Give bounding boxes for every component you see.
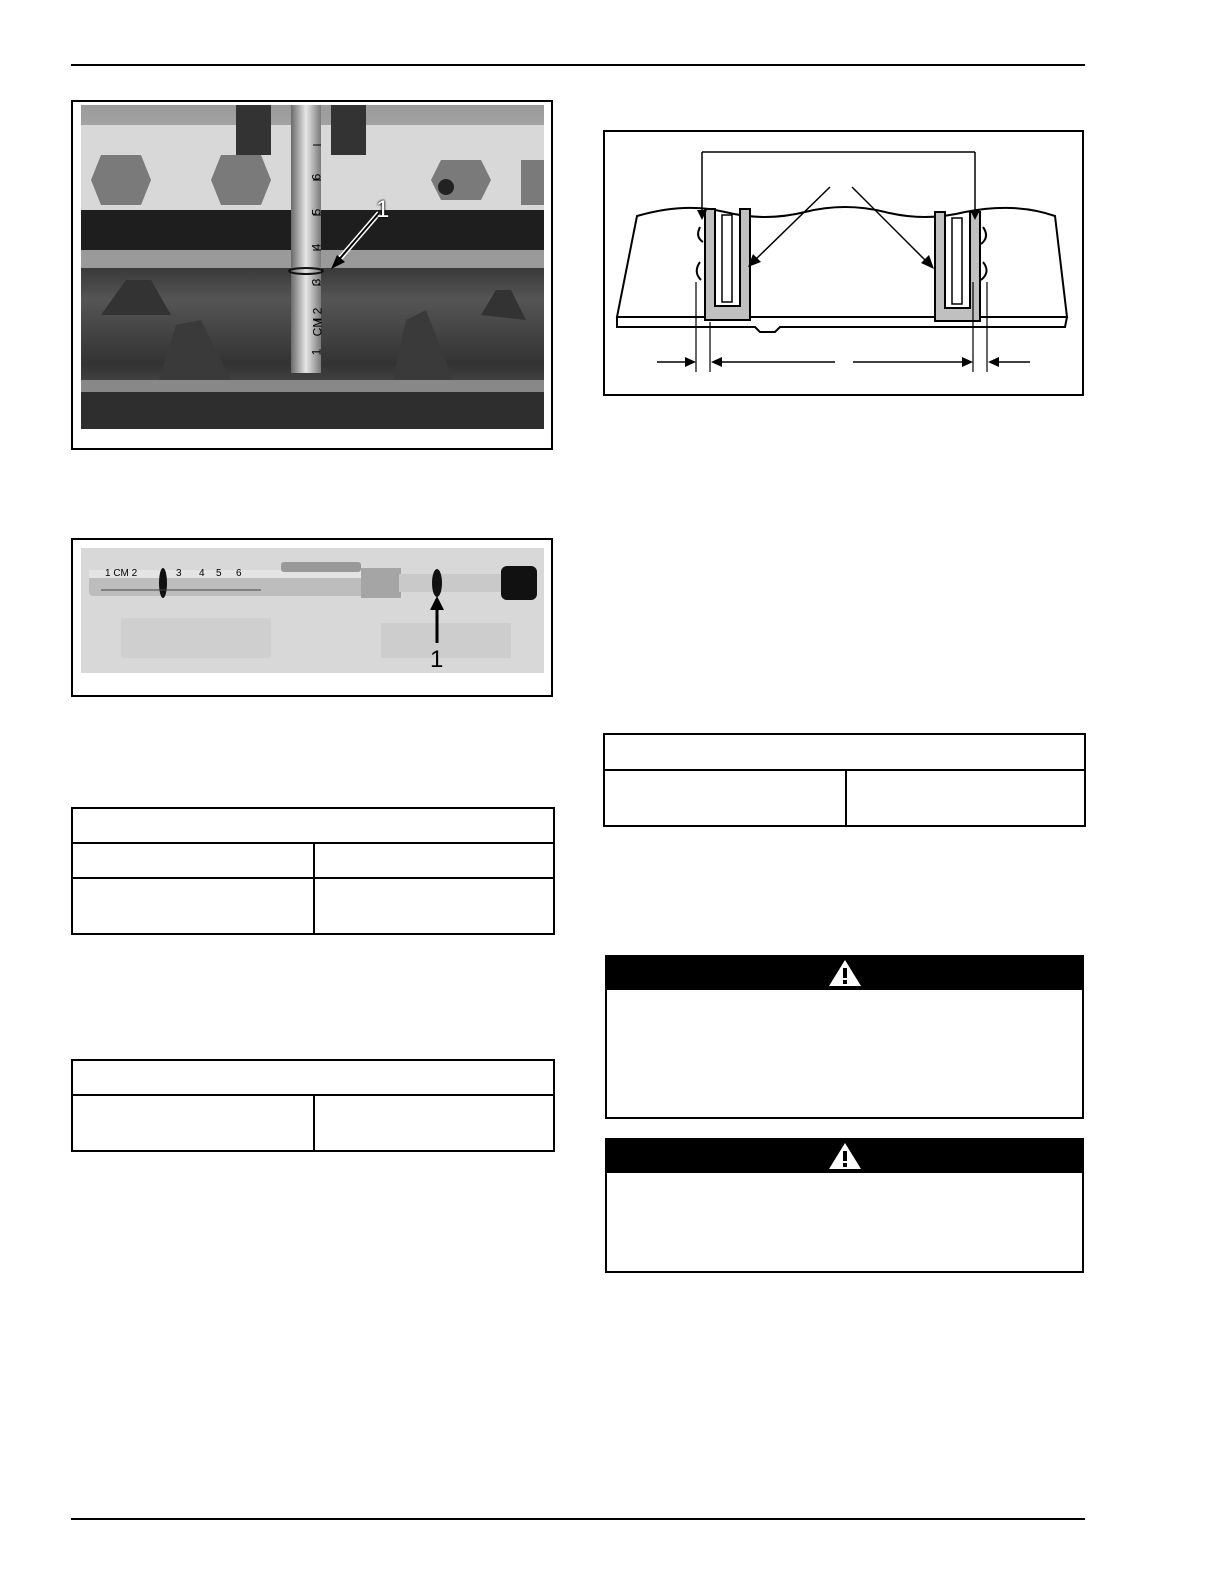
figure2-scale-3: 3 — [176, 568, 182, 579]
table-cell — [604, 770, 846, 826]
warning-box — [605, 1138, 1084, 1273]
table-row — [604, 770, 1085, 826]
figure1-scale-4: 4 — [309, 243, 324, 251]
figure1-callout: 1 — [376, 196, 390, 223]
warning-triangle-icon — [828, 959, 862, 987]
table-cell — [72, 843, 314, 878]
figure1-scale-6: 6 — [309, 173, 324, 181]
figure1-scale-1: 1 — [309, 348, 324, 356]
table-row — [604, 734, 1085, 770]
table-header-cell — [72, 808, 554, 843]
figure1-scale-5: 5 — [309, 208, 324, 216]
table-cell — [314, 878, 554, 934]
table-row — [72, 843, 554, 878]
figure2-scale-4: 4 — [199, 568, 205, 579]
header-rule — [71, 64, 1085, 66]
table-cell — [314, 1095, 554, 1151]
figure-track-alignment — [603, 130, 1084, 396]
figure2-scale-5: 5 — [216, 568, 222, 579]
figure2-scale-1: 1 CM 2 — [105, 568, 138, 579]
track-measurement-photo — [81, 105, 544, 429]
figure-tension-tool — [71, 538, 553, 697]
figure1-scale-2: CM 2 — [310, 307, 325, 337]
footer-rule — [71, 1518, 1085, 1520]
figure2-callout: 1 — [430, 646, 444, 673]
figure1-scale-3: 3 — [309, 278, 324, 286]
table-cell — [72, 878, 314, 934]
warning-triangle-icon — [828, 1142, 862, 1170]
warning-header — [607, 957, 1082, 990]
table-cell — [314, 843, 554, 878]
warning-header — [607, 1140, 1082, 1173]
table-header-cell — [72, 1060, 554, 1095]
table-row — [72, 1060, 554, 1095]
table-row — [72, 878, 554, 934]
spec-table-right — [603, 733, 1086, 827]
table-cell — [846, 770, 1085, 826]
tension-tool-photo — [81, 548, 544, 673]
figure-track-measurement — [71, 100, 553, 450]
spec-table-left-top — [71, 807, 555, 935]
track-alignment-diagram — [605, 132, 1082, 394]
spec-table-left-bottom — [71, 1059, 555, 1152]
warning-box — [605, 955, 1084, 1119]
table-row — [72, 808, 554, 843]
table-header-cell — [604, 734, 1085, 770]
table-row — [72, 1095, 554, 1151]
table-cell — [72, 1095, 314, 1151]
figure2-scale-6: 6 — [236, 568, 242, 579]
